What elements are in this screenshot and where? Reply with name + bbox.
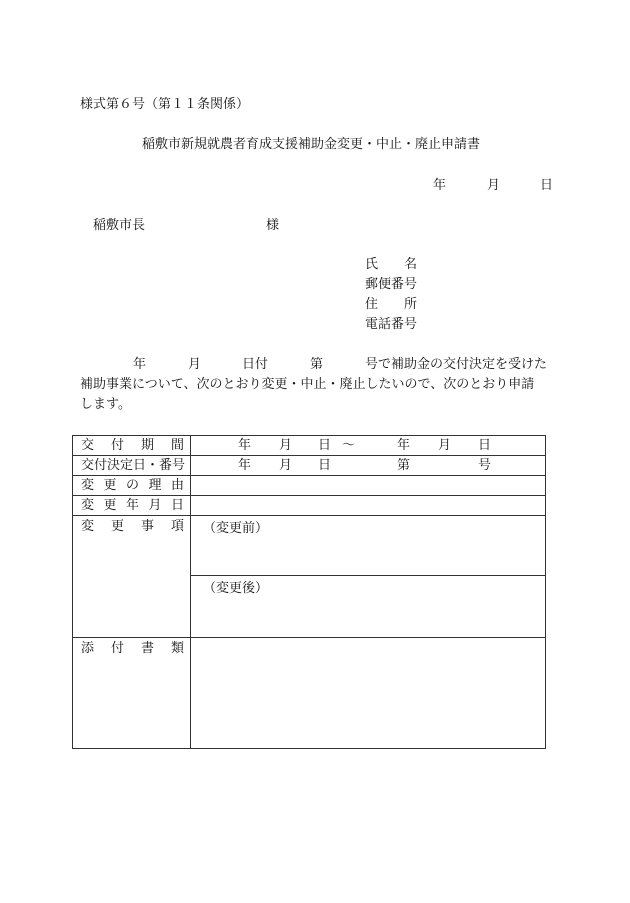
attachments-label-cell bbox=[73, 638, 191, 749]
body-year: 年 bbox=[133, 357, 147, 372]
body-line3: します。 bbox=[80, 397, 131, 412]
row-period bbox=[73, 436, 546, 456]
body-dated: 日付 bbox=[242, 357, 269, 372]
change-before-label: （変更前） bbox=[203, 521, 269, 536]
row-decision bbox=[73, 456, 546, 476]
decision-year: 年 bbox=[238, 457, 252, 473]
addressee-name: 稲敷市長 bbox=[93, 218, 146, 233]
change-before-area[interactable] bbox=[191, 516, 545, 576]
attachments-label: 添 付 書 類 bbox=[81, 641, 184, 656]
date-day: 日 bbox=[540, 178, 554, 193]
body-month: 月 bbox=[188, 357, 202, 372]
applicant-postal-label: 郵便番号 bbox=[365, 277, 418, 292]
change-items-value-cell bbox=[191, 516, 546, 638]
period-tilde: ～ bbox=[342, 437, 356, 453]
form-number: 様式第６号（第１１条関係） bbox=[80, 97, 250, 112]
row-change-date bbox=[73, 496, 546, 516]
body-line2: 補助事業について、次のとおり変更・中止・廃止したいので、次のとおり申請 bbox=[80, 377, 535, 392]
change-after-label: （変更後） bbox=[203, 581, 269, 596]
change-items-label: 変 更 事 項 bbox=[81, 519, 184, 534]
period-from-year: 年 bbox=[238, 437, 252, 453]
document-title: 稲敷市新規就農者育成支援補助金変更・中止・廃止申請書 bbox=[142, 137, 481, 152]
application-table bbox=[72, 435, 546, 749]
applicant-name-label: 氏 名 bbox=[365, 257, 418, 272]
decision-no: 第 bbox=[397, 457, 411, 473]
row-attachments bbox=[73, 638, 546, 749]
period-label: 交 付 期 間 bbox=[81, 437, 184, 453]
period-from-month: 月 bbox=[279, 437, 293, 453]
decision-day: 日 bbox=[318, 457, 332, 473]
addressee-honorific: 様 bbox=[266, 218, 280, 233]
period-value-cell[interactable] bbox=[191, 436, 546, 456]
date-month: 月 bbox=[487, 178, 501, 193]
change-date-label-cell bbox=[73, 496, 191, 516]
body-line1-rest: 号で補助金の交付決定を受けた bbox=[365, 357, 548, 372]
period-to-day: 日 bbox=[478, 437, 492, 453]
change-date-label: 変 更 年 月 日 bbox=[81, 497, 184, 513]
reason-label: 変 更 の 理 由 bbox=[81, 477, 184, 493]
applicant-address-label: 住 所 bbox=[365, 297, 418, 312]
period-from-day: 日 bbox=[318, 437, 332, 453]
change-date-value-cell[interactable] bbox=[191, 496, 546, 516]
body-no: 第 bbox=[310, 357, 324, 372]
period-label-cell bbox=[73, 436, 191, 456]
decision-go: 号 bbox=[478, 457, 492, 473]
period-to-year: 年 bbox=[397, 437, 411, 453]
decision-value-cell[interactable] bbox=[191, 456, 546, 476]
reason-value-cell[interactable] bbox=[191, 476, 546, 496]
applicant-phone-label: 電話番号 bbox=[365, 317, 418, 332]
attachments-value-cell[interactable] bbox=[191, 638, 546, 749]
date-year: 年 bbox=[433, 178, 447, 193]
row-reason bbox=[73, 476, 546, 496]
period-to-month: 月 bbox=[438, 437, 452, 453]
change-items-label-cell bbox=[73, 516, 191, 638]
row-change-items bbox=[73, 516, 546, 638]
decision-month: 月 bbox=[279, 457, 293, 473]
decision-label: 交付決定日・番号 bbox=[73, 456, 191, 476]
reason-label-cell bbox=[73, 476, 191, 496]
change-after-area[interactable] bbox=[191, 576, 545, 637]
